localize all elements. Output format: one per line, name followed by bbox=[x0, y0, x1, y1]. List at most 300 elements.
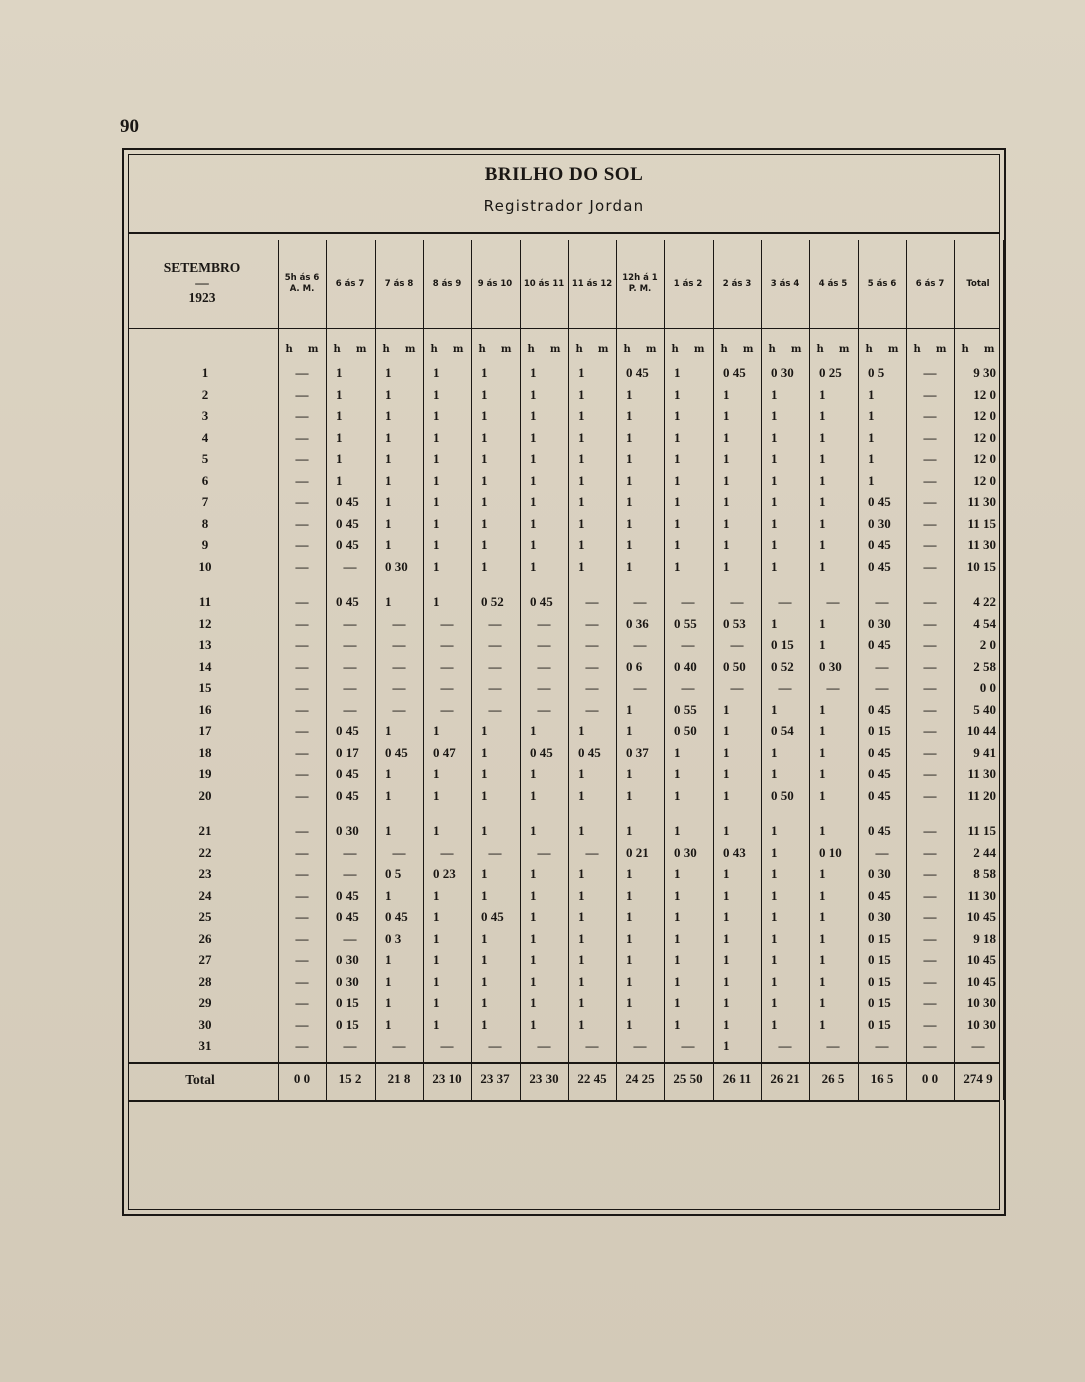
horizontal-rule bbox=[128, 1100, 1000, 1102]
sunshine-cell: 1 bbox=[819, 637, 826, 652]
sunshine-cell: — bbox=[295, 365, 309, 380]
sunshine-cell: 1 bbox=[868, 408, 875, 423]
sunshine-cell: 0 45 bbox=[336, 537, 359, 552]
column-header-line1: 2 ás 3 bbox=[722, 278, 752, 289]
sunshine-cell: 0 30 bbox=[868, 616, 891, 631]
sunshine-cell: — bbox=[826, 1038, 840, 1053]
column-total-cell: 26 11 bbox=[722, 1071, 752, 1086]
sunshine-cell: 1 bbox=[385, 788, 392, 803]
sunshine-cell: 0 30 bbox=[868, 866, 891, 881]
sunshine-cell: 1 bbox=[626, 702, 633, 717]
sunshine-cell: 0 30 bbox=[336, 952, 359, 967]
column-header-text bbox=[478, 279, 512, 290]
sunshine-cell: — bbox=[440, 845, 454, 860]
sunshine-cell: 1 bbox=[481, 723, 488, 738]
sunshine-cell: — bbox=[923, 559, 937, 574]
sunshine-cell: — bbox=[343, 637, 357, 652]
sunshine-cell: 1 bbox=[578, 723, 585, 738]
day-number: 12 bbox=[198, 616, 212, 631]
sunshine-cell: 1 bbox=[530, 995, 537, 1010]
column-header-line1: Total bbox=[966, 278, 990, 289]
sunshine-cell: — bbox=[295, 702, 309, 717]
column-header bbox=[809, 262, 857, 306]
column-total-cell: 26 21 bbox=[770, 1071, 800, 1086]
sunshine-cell: 0 15 bbox=[336, 995, 359, 1010]
sunshine-cell: 1 bbox=[723, 745, 730, 760]
unit-cell bbox=[858, 344, 906, 355]
unit-cell bbox=[471, 344, 519, 355]
sunshine-cell: — bbox=[295, 680, 309, 695]
day-total-cell: 9 18 bbox=[973, 931, 996, 946]
sunshine-cell: — bbox=[923, 909, 937, 924]
sunshine-cell: 1 bbox=[819, 866, 826, 881]
sunshine-cell: 1 bbox=[771, 866, 778, 881]
day-number: 8 bbox=[201, 516, 209, 531]
sunshine-cell: — bbox=[440, 680, 454, 695]
sunshine-cell: 1 bbox=[674, 823, 681, 838]
day-number: 2 bbox=[201, 387, 209, 402]
column-header-line1: 11 ás 12 bbox=[571, 278, 613, 289]
column-header-line1: 5h ás 6 bbox=[284, 273, 320, 283]
sunshine-cell: 0 30 bbox=[336, 823, 359, 838]
sunshine-cell: 1 bbox=[771, 745, 778, 760]
sunshine-cell: 1 bbox=[674, 387, 681, 402]
sunshine-cell: 0 30 bbox=[868, 516, 891, 531]
sunshine-cell: 1 bbox=[481, 473, 488, 488]
total-row-label: Total bbox=[185, 1072, 215, 1087]
column-header-line1: 8 ás 9 bbox=[432, 278, 462, 289]
sunshine-cell: 1 bbox=[385, 537, 392, 552]
day-total-cell: 11 15 bbox=[967, 823, 996, 838]
sunshine-cell: 0 15 bbox=[868, 952, 891, 967]
sunshine-cell: 1 bbox=[771, 516, 778, 531]
unit-hours: h bbox=[333, 344, 341, 355]
sunshine-cell: 1 bbox=[674, 974, 681, 989]
sunshine-cell: — bbox=[537, 616, 551, 631]
sunshine-cell: — bbox=[392, 1038, 406, 1053]
sunshine-cell: — bbox=[295, 995, 309, 1010]
sunshine-cell: — bbox=[537, 680, 551, 695]
sunshine-cell: 0 15 bbox=[771, 637, 794, 652]
sunshine-cell: — bbox=[343, 559, 357, 574]
sunshine-cell: 1 bbox=[723, 931, 730, 946]
sunshine-cell: 1 bbox=[819, 823, 826, 838]
sunshine-cell: 1 bbox=[481, 823, 488, 838]
unit-hours: h bbox=[575, 344, 583, 355]
column-total-cell: 0 0 bbox=[293, 1071, 311, 1086]
sunshine-cell: 1 bbox=[385, 516, 392, 531]
sunshine-cell: 0 15 bbox=[868, 995, 891, 1010]
sunshine-cell: 1 bbox=[433, 537, 440, 552]
sunshine-cell: 0 45 bbox=[385, 745, 408, 760]
day-total-cell: 10 45 bbox=[966, 952, 996, 967]
day-total-cell: 0 0 bbox=[979, 680, 996, 695]
sunshine-cell: — bbox=[923, 823, 937, 838]
horizontal-rule bbox=[128, 328, 1000, 329]
sunshine-cell: — bbox=[537, 1038, 551, 1053]
sunshine-cell: 1 bbox=[578, 365, 585, 380]
day-total-cell: 2 0 bbox=[979, 637, 996, 652]
sunshine-cell: 1 bbox=[530, 559, 537, 574]
sunshine-cell: 0 50 bbox=[771, 788, 794, 803]
day-number: 21 bbox=[198, 823, 212, 838]
sunshine-cell: — bbox=[923, 594, 937, 609]
sunshine-cell: — bbox=[295, 931, 309, 946]
sunshine-cell: — bbox=[440, 616, 454, 631]
sunshine-cell: 1 bbox=[771, 559, 778, 574]
sunshine-cell: 1 bbox=[578, 766, 585, 781]
sunshine-cell: — bbox=[343, 845, 357, 860]
sunshine-cell: — bbox=[488, 637, 502, 652]
day-total-cell: 11 30 bbox=[967, 537, 996, 552]
sunshine-cell: 1 bbox=[578, 788, 585, 803]
sunshine-cell: 1 bbox=[481, 516, 488, 531]
column-header-line1: 1 ás 2 bbox=[673, 278, 703, 289]
sunshine-cell: — bbox=[343, 680, 357, 695]
sunshine-cell: 1 bbox=[674, 909, 681, 924]
sunshine-cell: 1 bbox=[819, 788, 826, 803]
sunshine-cell: 1 bbox=[674, 537, 681, 552]
day-number: 22 bbox=[198, 845, 212, 860]
sunshine-cell: — bbox=[923, 745, 937, 760]
sunshine-cell: 0 45 bbox=[868, 888, 891, 903]
sunshine-cell: 1 bbox=[674, 494, 681, 509]
day-number: 17 bbox=[198, 723, 212, 738]
sunshine-cell: 0 5 bbox=[868, 365, 885, 380]
sunshine-cell: — bbox=[585, 594, 599, 609]
column-header-text bbox=[916, 279, 945, 290]
sunshine-cell: 1 bbox=[771, 823, 778, 838]
sunshine-cell: 1 bbox=[626, 952, 633, 967]
sunshine-cell: — bbox=[923, 451, 937, 466]
day-number: 15 bbox=[198, 680, 212, 695]
unit-minutes: m bbox=[935, 344, 947, 355]
sunshine-cell: — bbox=[923, 659, 937, 674]
sunshine-cell: 1 bbox=[530, 537, 537, 552]
sunshine-cell: 1 bbox=[819, 559, 826, 574]
sunshine-cell: 1 bbox=[530, 888, 537, 903]
sunshine-cell: 1 bbox=[771, 537, 778, 552]
sunshine-cell: 1 bbox=[385, 408, 392, 423]
sunshine-cell: — bbox=[488, 1038, 502, 1053]
column-header-line1: 4 ás 5 bbox=[818, 278, 848, 289]
unit-cell bbox=[375, 344, 423, 355]
sunshine-cell: 1 bbox=[819, 888, 826, 903]
sunshine-cell: 0 45 bbox=[385, 909, 408, 924]
sunshine-cell: — bbox=[923, 516, 937, 531]
day-total-cell: 10 15 bbox=[966, 559, 996, 574]
sunshine-cell: — bbox=[392, 659, 406, 674]
sunshine-cell: — bbox=[392, 845, 406, 860]
column-total-cell: 15 2 bbox=[338, 1071, 362, 1086]
day-total-cell: 12 0 bbox=[973, 408, 996, 423]
sunshine-cell: 1 bbox=[819, 745, 826, 760]
column-header bbox=[616, 262, 664, 306]
sunshine-cell: — bbox=[778, 1038, 792, 1053]
sunshine-cell: 1 bbox=[771, 995, 778, 1010]
column-header-text bbox=[819, 279, 848, 290]
sunshine-cell: — bbox=[392, 702, 406, 717]
column-header-text bbox=[966, 279, 989, 290]
sunshine-cell: 1 bbox=[481, 559, 488, 574]
unit-minutes: m bbox=[452, 344, 464, 355]
sunshine-cell: — bbox=[633, 594, 647, 609]
unit-hours: h bbox=[720, 344, 728, 355]
sunshine-cell: — bbox=[681, 594, 695, 609]
sunshine-cell: 0 45 bbox=[336, 594, 359, 609]
sunshine-cell: 1 bbox=[674, 430, 681, 445]
page-number: 90 bbox=[120, 116, 139, 137]
sunshine-cell: 1 bbox=[626, 494, 633, 509]
sunshine-cell: 0 45 bbox=[336, 494, 359, 509]
sunshine-cell: 0 47 bbox=[433, 745, 456, 760]
sunshine-cell: 1 bbox=[626, 387, 633, 402]
sunshine-cell: 1 bbox=[723, 823, 730, 838]
column-total-cell: 25 50 bbox=[673, 1071, 703, 1086]
sunshine-cell: 1 bbox=[530, 365, 537, 380]
sunshine-cell: 1 bbox=[626, 974, 633, 989]
unit-minutes: m bbox=[838, 344, 850, 355]
unit-hours: h bbox=[913, 344, 921, 355]
day-total-cell: 12 0 bbox=[973, 473, 996, 488]
sunshine-cell: 1 bbox=[723, 866, 730, 881]
sunshine-cell: — bbox=[392, 637, 406, 652]
sunshine-cell: — bbox=[875, 659, 889, 674]
sunshine-cell: 1 bbox=[578, 451, 585, 466]
sunshine-cell: 1 bbox=[723, 1038, 730, 1053]
sunshine-cell: 0 50 bbox=[723, 659, 746, 674]
column-header bbox=[713, 262, 761, 306]
sunshine-cell: 0 45 bbox=[868, 766, 891, 781]
sunshine-cell: 1 bbox=[385, 494, 392, 509]
sunshine-cell: — bbox=[923, 616, 937, 631]
sunshine-cell: 1 bbox=[771, 616, 778, 631]
column-header-line1: 6 ás 7 bbox=[335, 278, 365, 289]
sunshine-cell: 1 bbox=[578, 387, 585, 402]
sunshine-cell: — bbox=[730, 637, 744, 652]
sunshine-cell: — bbox=[295, 866, 309, 881]
sunshine-cell: 1 bbox=[819, 516, 826, 531]
sunshine-cell: — bbox=[488, 845, 502, 860]
sunshine-cell: — bbox=[923, 974, 937, 989]
sunshine-cell: — bbox=[295, 473, 309, 488]
column-header bbox=[568, 262, 616, 306]
sunshine-cell: 0 45 bbox=[530, 745, 553, 760]
sunshine-cell: 1 bbox=[868, 473, 875, 488]
column-header bbox=[858, 262, 906, 306]
sunshine-cell: — bbox=[923, 1038, 937, 1053]
column-total-cell: 24 25 bbox=[625, 1071, 655, 1086]
sunshine-cell: 1 bbox=[481, 974, 488, 989]
day-number: 26 bbox=[198, 931, 212, 946]
sunshine-cell: 0 30 bbox=[336, 974, 359, 989]
column-header bbox=[761, 262, 809, 306]
sunshine-cell: 1 bbox=[433, 408, 440, 423]
sunshine-cell: — bbox=[681, 680, 695, 695]
column-header-line1: 5 ás 6 bbox=[867, 278, 897, 289]
sunshine-cell: 0 45 bbox=[868, 537, 891, 552]
sunshine-cell: — bbox=[295, 974, 309, 989]
sunshine-cell: 1 bbox=[481, 995, 488, 1010]
sunshine-cell: — bbox=[537, 659, 551, 674]
day-number: 29 bbox=[198, 995, 212, 1010]
sunshine-cell: 0 15 bbox=[868, 931, 891, 946]
sunshine-cell: 1 bbox=[626, 888, 633, 903]
sunshine-cell: 1 bbox=[771, 909, 778, 924]
sunshine-cell: 1 bbox=[626, 909, 633, 924]
sunshine-cell: 0 45 bbox=[530, 594, 553, 609]
sunshine-cell: — bbox=[440, 702, 454, 717]
column-total-cell: 23 30 bbox=[529, 1071, 559, 1086]
sunshine-cell: 0 25 bbox=[819, 365, 842, 380]
sunshine-cell: — bbox=[923, 1017, 937, 1032]
sunshine-cell: 0 45 bbox=[336, 723, 359, 738]
sunshine-cell: 1 bbox=[385, 823, 392, 838]
sunshine-cell: 1 bbox=[433, 494, 440, 509]
sunshine-cell: — bbox=[923, 952, 937, 967]
sunshine-cell: 1 bbox=[578, 494, 585, 509]
day-number: 5 bbox=[201, 451, 209, 466]
sunshine-cell: 1 bbox=[530, 473, 537, 488]
sunshine-cell: — bbox=[778, 594, 792, 609]
unit-minutes: m bbox=[500, 344, 512, 355]
day-total-cell: 12 0 bbox=[973, 451, 996, 466]
sunshine-cell: — bbox=[295, 745, 309, 760]
sunshine-cell: 1 bbox=[578, 1017, 585, 1032]
day-total-cell: 10 30 bbox=[966, 1017, 996, 1032]
sunshine-cell: 1 bbox=[771, 1017, 778, 1032]
sunshine-cell: — bbox=[826, 594, 840, 609]
sunshine-cell: 1 bbox=[385, 974, 392, 989]
sunshine-cell: 1 bbox=[336, 451, 343, 466]
day-number: 18 bbox=[198, 745, 212, 760]
sunshine-cell: 1 bbox=[530, 931, 537, 946]
sunshine-cell: — bbox=[343, 616, 357, 631]
sunshine-cell: — bbox=[681, 1038, 695, 1053]
column-header-line1: 9 ás 10 bbox=[477, 278, 513, 289]
sunshine-cell: — bbox=[923, 680, 937, 695]
sunshine-cell: 1 bbox=[578, 473, 585, 488]
sunshine-cell: — bbox=[440, 637, 454, 652]
sunshine-cell: 0 3 bbox=[385, 931, 402, 946]
sunshine-cell: 1 bbox=[433, 723, 440, 738]
sunshine-cell: 1 bbox=[723, 888, 730, 903]
sunshine-cell: 1 bbox=[530, 516, 537, 531]
sunshine-cell: 0 17 bbox=[336, 745, 359, 760]
sunshine-cell: 1 bbox=[385, 451, 392, 466]
unit-cell bbox=[568, 344, 616, 355]
sunshine-cell: 0 15 bbox=[336, 1017, 359, 1032]
day-total-cell: 10 30 bbox=[966, 995, 996, 1010]
day-number: 16 bbox=[198, 702, 212, 717]
sunshine-cell: 1 bbox=[530, 1017, 537, 1032]
day-total-cell: 4 22 bbox=[973, 594, 996, 609]
sunshine-cell: 1 bbox=[771, 702, 778, 717]
sunshine-cell: 0 45 bbox=[868, 494, 891, 509]
table-title: BRILHO DO SOL bbox=[484, 164, 644, 185]
sunshine-cell: 1 bbox=[433, 974, 440, 989]
unit-hours: h bbox=[623, 344, 631, 355]
sunshine-cell: 0 30 bbox=[868, 909, 891, 924]
sunshine-cell: — bbox=[295, 430, 309, 445]
day-total-cell: 2 44 bbox=[973, 845, 996, 860]
sunshine-cell: 1 bbox=[433, 888, 440, 903]
sunshine-cell: 1 bbox=[723, 537, 730, 552]
unit-hours: h bbox=[478, 344, 486, 355]
column-header-text bbox=[771, 279, 800, 290]
sunshine-cell: 1 bbox=[433, 594, 440, 609]
sunshine-cell: — bbox=[488, 702, 502, 717]
unit-cell bbox=[664, 344, 712, 355]
sunshine-cell: 0 45 bbox=[723, 365, 746, 380]
sunshine-cell: — bbox=[633, 680, 647, 695]
sunshine-cell: — bbox=[923, 430, 937, 445]
sunshine-cell: 1 bbox=[723, 494, 730, 509]
sunshine-cell: 0 53 bbox=[723, 616, 746, 631]
sunshine-cell: 0 45 bbox=[868, 788, 891, 803]
sunshine-cell: 1 bbox=[723, 995, 730, 1010]
day-total-cell: 9 30 bbox=[973, 365, 996, 380]
column-header-text bbox=[336, 279, 365, 290]
sunshine-cell: 1 bbox=[530, 909, 537, 924]
sunshine-cell: 1 bbox=[626, 473, 633, 488]
sunshine-cell: 1 bbox=[385, 473, 392, 488]
sunshine-cell: — bbox=[295, 1017, 309, 1032]
sunshine-cell: — bbox=[681, 637, 695, 652]
sunshine-cell: 0 45 bbox=[336, 888, 359, 903]
sunshine-cell: 1 bbox=[385, 594, 392, 609]
sunshine-cell: 0 55 bbox=[674, 616, 697, 631]
sunshine-cell: 1 bbox=[481, 888, 488, 903]
day-total-cell: 2 58 bbox=[973, 659, 996, 674]
sunshine-cell: — bbox=[585, 659, 599, 674]
sunshine-cell: 0 21 bbox=[626, 845, 649, 860]
sunshine-cell: 1 bbox=[723, 387, 730, 402]
sunshine-cell: — bbox=[295, 888, 309, 903]
sunshine-cell: — bbox=[923, 473, 937, 488]
sunshine-cell: — bbox=[295, 723, 309, 738]
year: 1923 bbox=[188, 290, 216, 305]
unit-hours: h bbox=[527, 344, 535, 355]
sunshine-cell: 1 bbox=[626, 766, 633, 781]
sunshine-cell: 1 bbox=[819, 451, 826, 466]
sunshine-cell: — bbox=[923, 637, 937, 652]
sunshine-cell: — bbox=[295, 637, 309, 652]
sunshine-cell: — bbox=[392, 616, 406, 631]
unit-minutes: m bbox=[597, 344, 609, 355]
sunshine-cell: 1 bbox=[723, 952, 730, 967]
sunshine-cell: — bbox=[295, 823, 309, 838]
unit-hours: h bbox=[285, 344, 293, 355]
sunshine-cell: 1 bbox=[723, 909, 730, 924]
sunshine-cell: 1 bbox=[578, 430, 585, 445]
day-total-cell: 11 30 bbox=[967, 766, 996, 781]
sunshine-cell: 1 bbox=[433, 387, 440, 402]
sunshine-cell: — bbox=[295, 616, 309, 631]
sunshine-cell: 1 bbox=[819, 537, 826, 552]
day-total-cell: 11 30 bbox=[967, 888, 996, 903]
sunshine-cell: 1 bbox=[771, 974, 778, 989]
sunshine-cell: — bbox=[295, 845, 309, 860]
sunshine-cell: 1 bbox=[385, 430, 392, 445]
unit-hours: h bbox=[382, 344, 390, 355]
sunshine-cell: 1 bbox=[433, 766, 440, 781]
sunshine-cell: 1 bbox=[530, 494, 537, 509]
sunshine-cell: 1 bbox=[385, 888, 392, 903]
sunshine-cell: — bbox=[295, 952, 309, 967]
sunshine-cell: 0 45 bbox=[868, 637, 891, 652]
sunshine-cell: 1 bbox=[530, 408, 537, 423]
